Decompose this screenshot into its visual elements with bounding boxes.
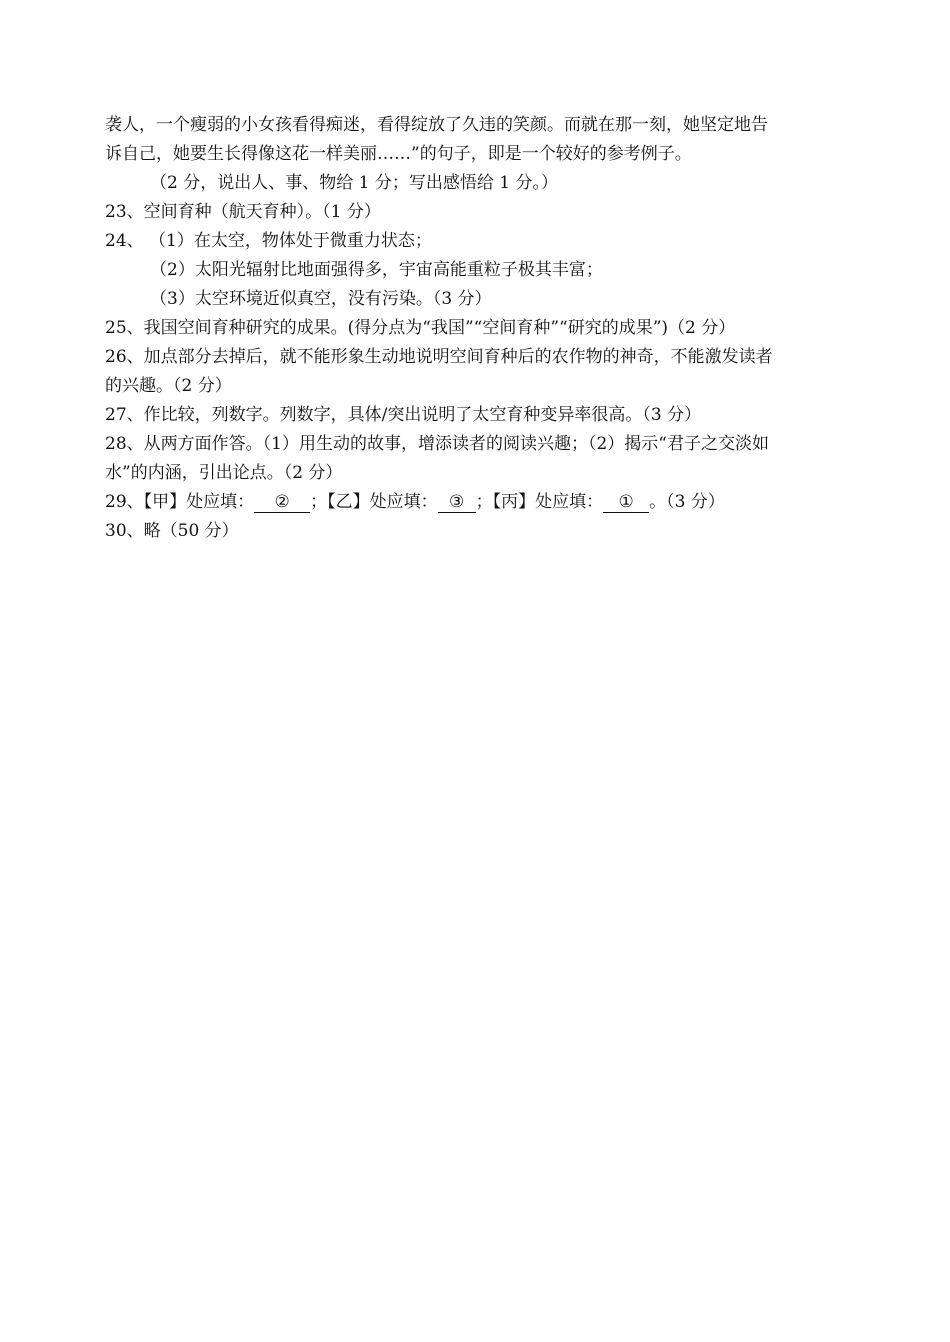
- q29-prefix-bing: ；【丙】处应填：: [475, 492, 604, 512]
- answer-27: 27、作比较，列数字。列数字，具体/突出说明了太空育种变异率很高。（3 分）: [105, 405, 702, 425]
- answer-26: 26、加点部分去掉后，就不能形象生动地说明空间育种后的农作物的神奇，不能激发读者: [105, 347, 773, 367]
- answer-25: 25、我国空间育种研究的成果。(得分点为“我国”“空间育种”“研究的成果”)（2 分）: [105, 318, 736, 338]
- answer-24: 24、 （1）在太空，物体处于微重力状态；: [105, 231, 432, 251]
- q29-blank-bing: ①: [603, 492, 649, 513]
- answer-30: 30、略（50 分）: [105, 521, 239, 541]
- q29-blank-yi: ③: [438, 492, 476, 513]
- q29-blank-jia: ②: [254, 492, 310, 513]
- answer-24-point-3: （3）太空环境近似真空，没有污染。（3 分）: [150, 289, 492, 309]
- answer-29: [105, 489, 725, 515]
- q29-suffix: 。（3 分）: [649, 492, 725, 512]
- q29-prefix-yi: ；【乙】处应填：: [310, 492, 438, 512]
- q29-prefix-jia: 29、【甲】处应填：: [105, 492, 255, 512]
- answer-28: 28、从两方面作答。（1）用生动的故事，增添读者的阅读兴趣；（2）揭示“君子之交淡如: [105, 434, 769, 454]
- text-line: 水”的内涵，引出论点。（2 分）: [105, 463, 343, 483]
- text-line: 诉自己，她要生长得像这花一样美丽……”的句子，即是一个较好的参考例子。: [105, 144, 692, 164]
- answer-23: 23、空间育种（航天育种）。（1 分）: [105, 202, 381, 222]
- answer-24-point-2: （2）太阳光辐射比地面强得多，宇宙高能重粒子极其丰富；: [150, 260, 603, 280]
- text-line: 的兴趣。（2 分）: [105, 376, 232, 396]
- text-line: 袭人，一个瘦弱的小女孩看得痴迷，看得绽放了久违的笑颜。而就在那一刻，她坚定地告: [105, 115, 768, 135]
- text-line: （2 分，说出人、事、物给 1 分；写出感悟给 1 分。）: [150, 173, 558, 193]
